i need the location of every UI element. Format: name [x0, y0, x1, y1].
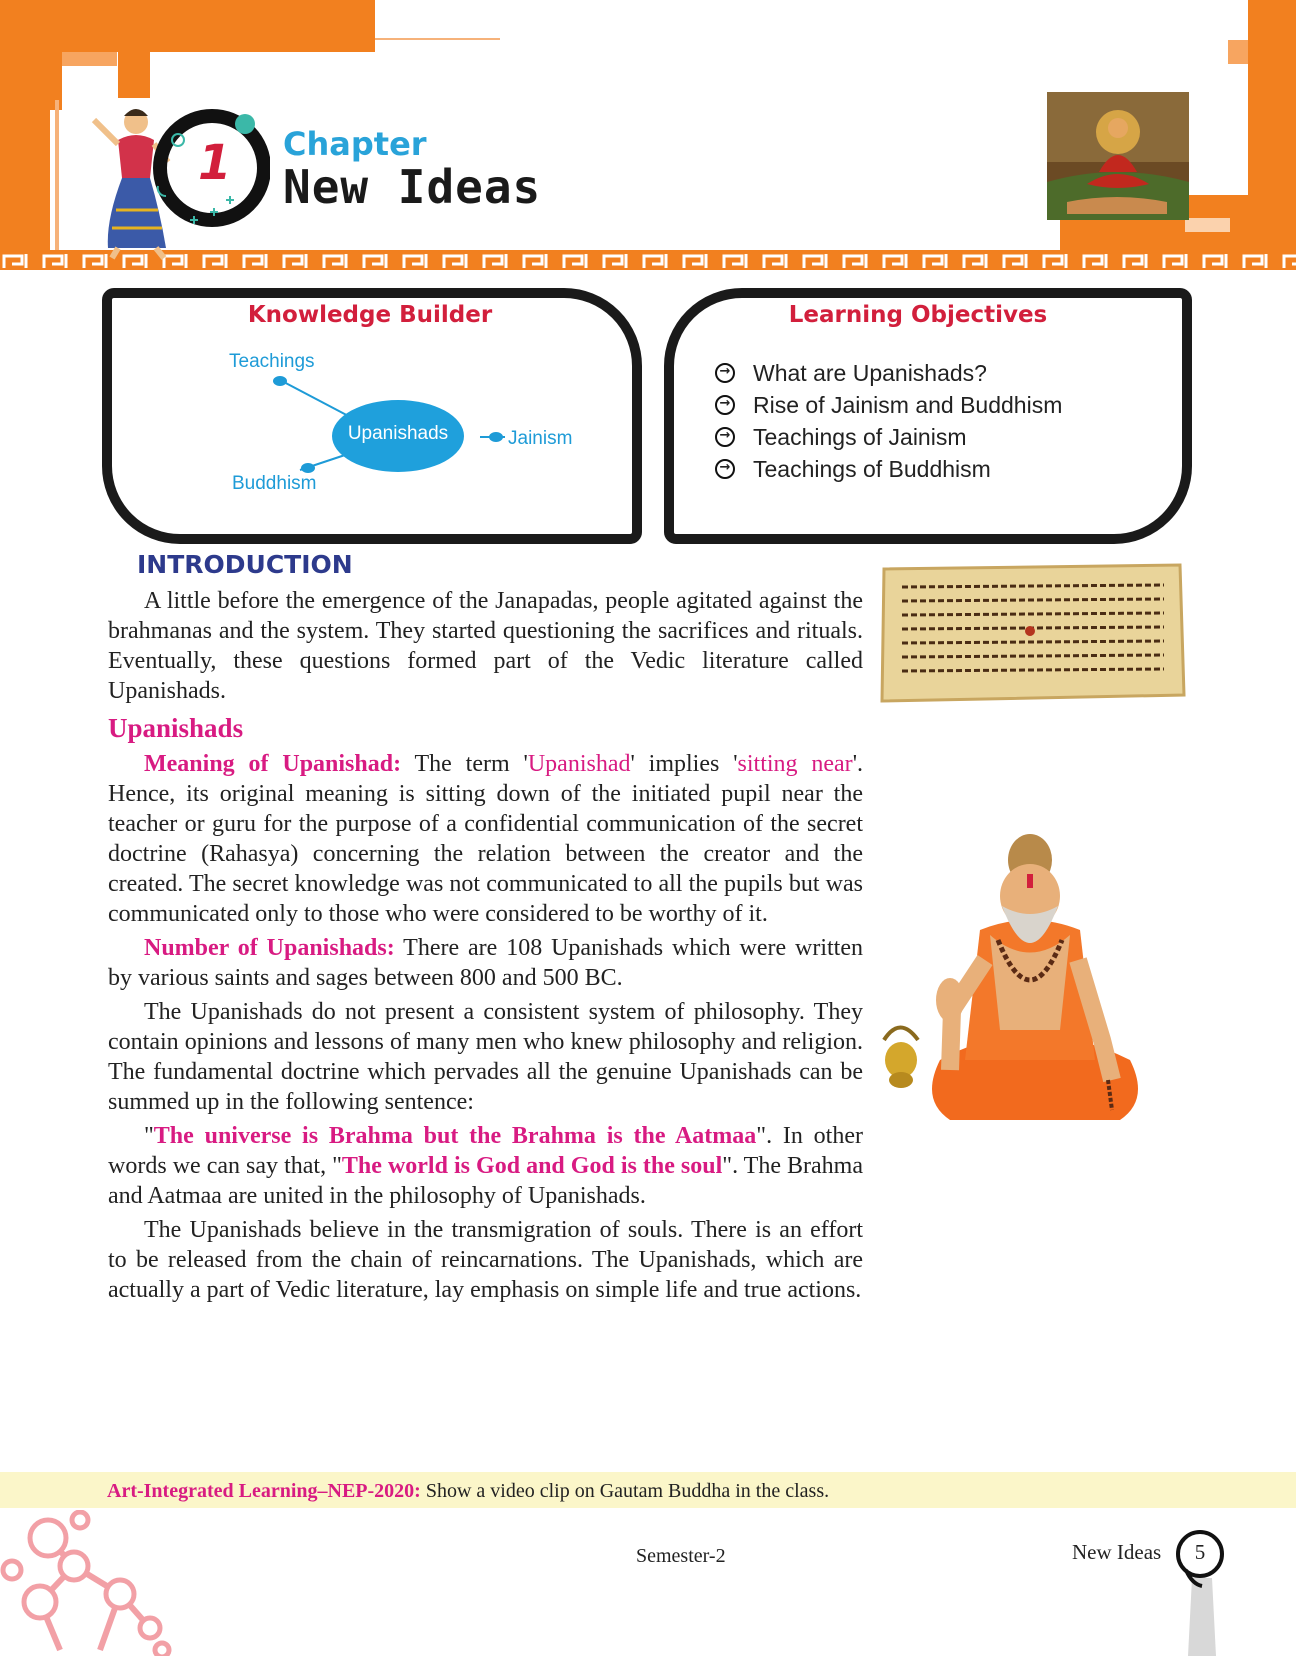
- objective-item: → Teachings of Buddhism: [715, 453, 1135, 485]
- molecule-decoration: [0, 1510, 175, 1656]
- semester-label: Semester-2: [636, 1545, 726, 1567]
- pin-icon: [301, 463, 315, 473]
- concept-node-teachings: Teachings: [229, 351, 315, 372]
- greek-key-border: [0, 250, 1296, 270]
- chapter-title: New Ideas: [283, 160, 542, 214]
- philosophy-paragraph: The Upanishads do not present a consistent system of philosophy. They contain opinions and lessons of many men who knew philosophy and religion. The fundamental doctrine which pervades all the genuine Upanishads can be summed up in the following sentence:: [108, 999, 863, 1115]
- page-number-badge: [1172, 1518, 1236, 1656]
- pin-icon: [273, 376, 287, 386]
- introduction-body: [108, 586, 863, 706]
- upanishads-heading: Upanishads: [108, 713, 244, 743]
- quote-world-god: The world is God and God is the soul: [341, 1153, 723, 1179]
- arrow-circle-icon: →: [715, 395, 735, 415]
- number-paragraph: Number of Upanishads: There are 108 Upanishads which were written by various saints and sages between 800 and 500 BC.: [108, 935, 863, 991]
- chapter-number: 1: [198, 135, 232, 191]
- learning-objectives-title: Learning Objectives: [788, 302, 1048, 328]
- number-label: Number of Upanishads:: [144, 935, 395, 961]
- art-integrated-note: Art-Integrated Learning–NEP-2020: Show a video clip on Gautam Buddha in the class.: [107, 1480, 830, 1502]
- concept-center-label: Upanishads: [347, 423, 449, 444]
- objectives-list: [715, 357, 1135, 485]
- quote-paragraph: "The universe is Brahma but the Brahma is the Aatmaa". In other words we can say that, "The world is God and God is the soul". The Brahma and Aatmaa are united in the philosophy of Upanishads.: [108, 1123, 863, 1209]
- arrow-circle-icon: →: [715, 427, 735, 447]
- upanishads-body: [108, 749, 863, 1305]
- arrow-circle-icon: →: [715, 459, 735, 479]
- concept-node-buddhism: Buddhism: [232, 473, 317, 494]
- knowledge-builder-title: Knowledge Builder: [247, 302, 493, 328]
- page-number: 5: [1194, 1540, 1206, 1564]
- arrow-circle-icon: →: [715, 363, 735, 383]
- term-sitting-near: sitting near: [737, 751, 853, 777]
- meaning-label: Meaning of Upanishad:: [144, 751, 402, 777]
- term-upanishad: Upanishad: [527, 751, 631, 777]
- pin-icon: [489, 432, 503, 442]
- running-title: New Ideas: [1072, 1540, 1162, 1564]
- kamandal-pot-icon: [884, 1028, 918, 1089]
- introduction-heading: INTRODUCTION: [137, 550, 353, 579]
- buddha-painting: [1047, 92, 1189, 220]
- objective-item: → What are Upanishads?: [715, 357, 1135, 389]
- chapter-label: Chapter: [283, 125, 427, 163]
- concept-node-jainism: Jainism: [508, 428, 573, 449]
- objective-item: → Teachings of Jainism: [715, 421, 1135, 453]
- manuscript-image: [880, 563, 1186, 703]
- introduction-paragraph: A little before the emergence of the Janapadas, people agitated against the brahmanas and the system. They started questioning the sacrifices and rituals. Eventually, these questions formed part of the Vedic literature called Upanishads.: [108, 588, 863, 704]
- sage-illustration: [880, 810, 1180, 1140]
- objective-item: → Rise of Jainism and Buddhism: [715, 389, 1135, 421]
- quote-universe-brahma: The universe is Brahma but the Brahma is the Aatmaa: [153, 1123, 757, 1149]
- transmigration-paragraph: The Upanishads believe in the transmigration of souls. There is an effort to be released from the chain of reincarnations. The Upanishads, which are actually a part of Vedic literature, lay emphasis on simple life and true actions.: [108, 1217, 863, 1303]
- meaning-paragraph: Meaning of Upanishad: The term 'Upanishad' implies 'sitting near'. Hence, its original meaning is sitting down of the initiated pupil near the teacher or guru for the purpose of a confidential communication of the secret doctrine (Rahasya) concerning the relation between the creator and the created. The secret knowledge was not communicated to all the pupils but was communicated only to those who were considered to be worthy of it.: [108, 751, 864, 927]
- art-integrated-label: Art-Integrated Learning–NEP-2020:: [107, 1480, 421, 1502]
